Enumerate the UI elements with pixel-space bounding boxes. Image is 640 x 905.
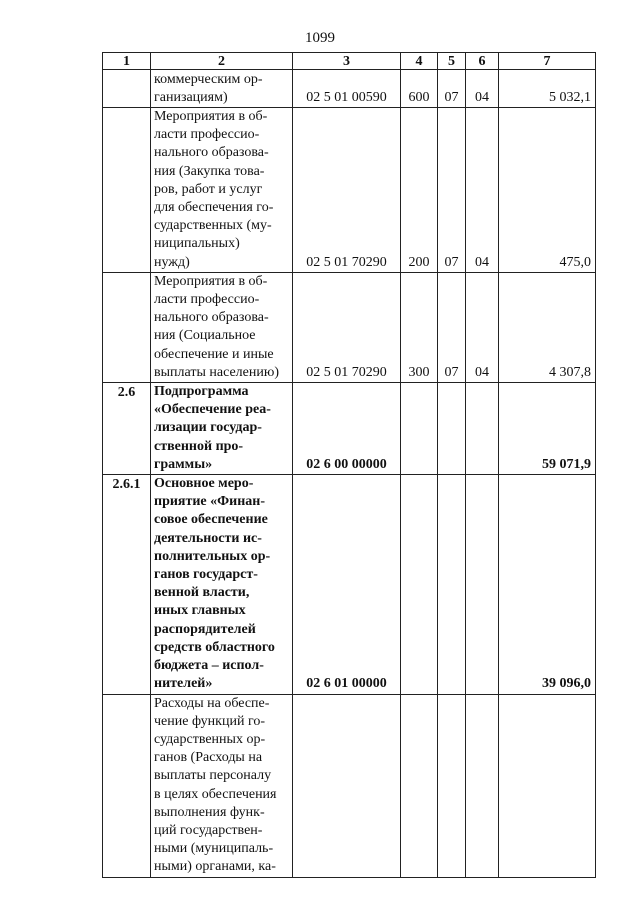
row-col5: 07 <box>438 70 466 108</box>
row-col4 <box>401 383 438 475</box>
row-col6: 04 <box>466 272 499 382</box>
row-amount <box>499 694 596 877</box>
row-col6: 04 <box>466 108 499 273</box>
row-code <box>293 694 401 877</box>
row-amount: 475,0 <box>499 108 596 273</box>
page-number: 1099 <box>305 30 335 46</box>
table-row <box>103 108 596 273</box>
row-code: 02 6 01 00000 <box>293 475 401 694</box>
table-row <box>103 383 596 475</box>
row-amount: 4 307,8 <box>499 272 596 382</box>
row-number: 2.6 <box>103 383 151 475</box>
row-col6: 04 <box>466 70 499 108</box>
row-number <box>103 272 151 382</box>
table-row <box>103 694 596 877</box>
row-code: 02 5 01 70290 <box>293 272 401 382</box>
row-col5 <box>438 383 466 475</box>
row-col5 <box>438 694 466 877</box>
budget-table <box>102 52 596 878</box>
row-number <box>103 694 151 877</box>
row-col4 <box>401 694 438 877</box>
column-header-1: 1 <box>103 53 151 70</box>
row-col4: 200 <box>401 108 438 273</box>
table-row <box>103 70 596 108</box>
row-name: коммерческим ор- ганизациям) <box>151 70 293 108</box>
column-header-6: 6 <box>466 53 499 70</box>
row-name: Мероприятия в об- ласти профессио- нального образова- ния (Закупка това- ров, работ и услуг для обеспечения го- сударственных (му- ниципальных) нужд) <box>151 108 293 273</box>
column-header-7: 7 <box>499 53 596 70</box>
row-col4: 600 <box>401 70 438 108</box>
row-name: Мероприятия в об- ласти профессио- нального образова- ния (Социальное обеспечение и иные выплаты населению) <box>151 272 293 382</box>
column-header-2: 2 <box>151 53 293 70</box>
row-col6 <box>466 475 499 694</box>
row-amount: 5 032,1 <box>499 70 596 108</box>
row-code: 02 5 01 00590 <box>293 70 401 108</box>
row-number <box>103 70 151 108</box>
row-col5 <box>438 475 466 694</box>
row-col6 <box>466 694 499 877</box>
row-number <box>103 108 151 273</box>
row-col4 <box>401 475 438 694</box>
row-number: 2.6.1 <box>103 475 151 694</box>
row-name: Основное меро- приятие «Финан- совое обеспечение деятельности ис- полнительных ор- ганов государст- венной власти, иных главных распорядителей средств областного бюджета – испол- нителей» <box>151 475 293 694</box>
row-col6 <box>466 383 499 475</box>
row-amount: 59 071,9 <box>499 383 596 475</box>
row-col5: 07 <box>438 108 466 273</box>
column-header-3: 3 <box>293 53 401 70</box>
row-code: 02 6 00 00000 <box>293 383 401 475</box>
table-header-row <box>103 53 596 70</box>
row-name: Подпрограмма «Обеспечение реа- лизации государ- ственной про- граммы» <box>151 383 293 475</box>
row-name: Расходы на обеспе- чение функций го- сударственных ор- ганов (Расходы на выплаты персоналу в целях обеспечения выполнения функ- ций государствен- ными (муниципаль- ными) органами, ка- <box>151 694 293 877</box>
row-code: 02 5 01 70290 <box>293 108 401 273</box>
column-header-4: 4 <box>401 53 438 70</box>
table-row <box>103 272 596 382</box>
row-amount: 39 096,0 <box>499 475 596 694</box>
row-col4: 300 <box>401 272 438 382</box>
column-header-5: 5 <box>438 53 466 70</box>
table-row <box>103 475 596 694</box>
row-col5: 07 <box>438 272 466 382</box>
